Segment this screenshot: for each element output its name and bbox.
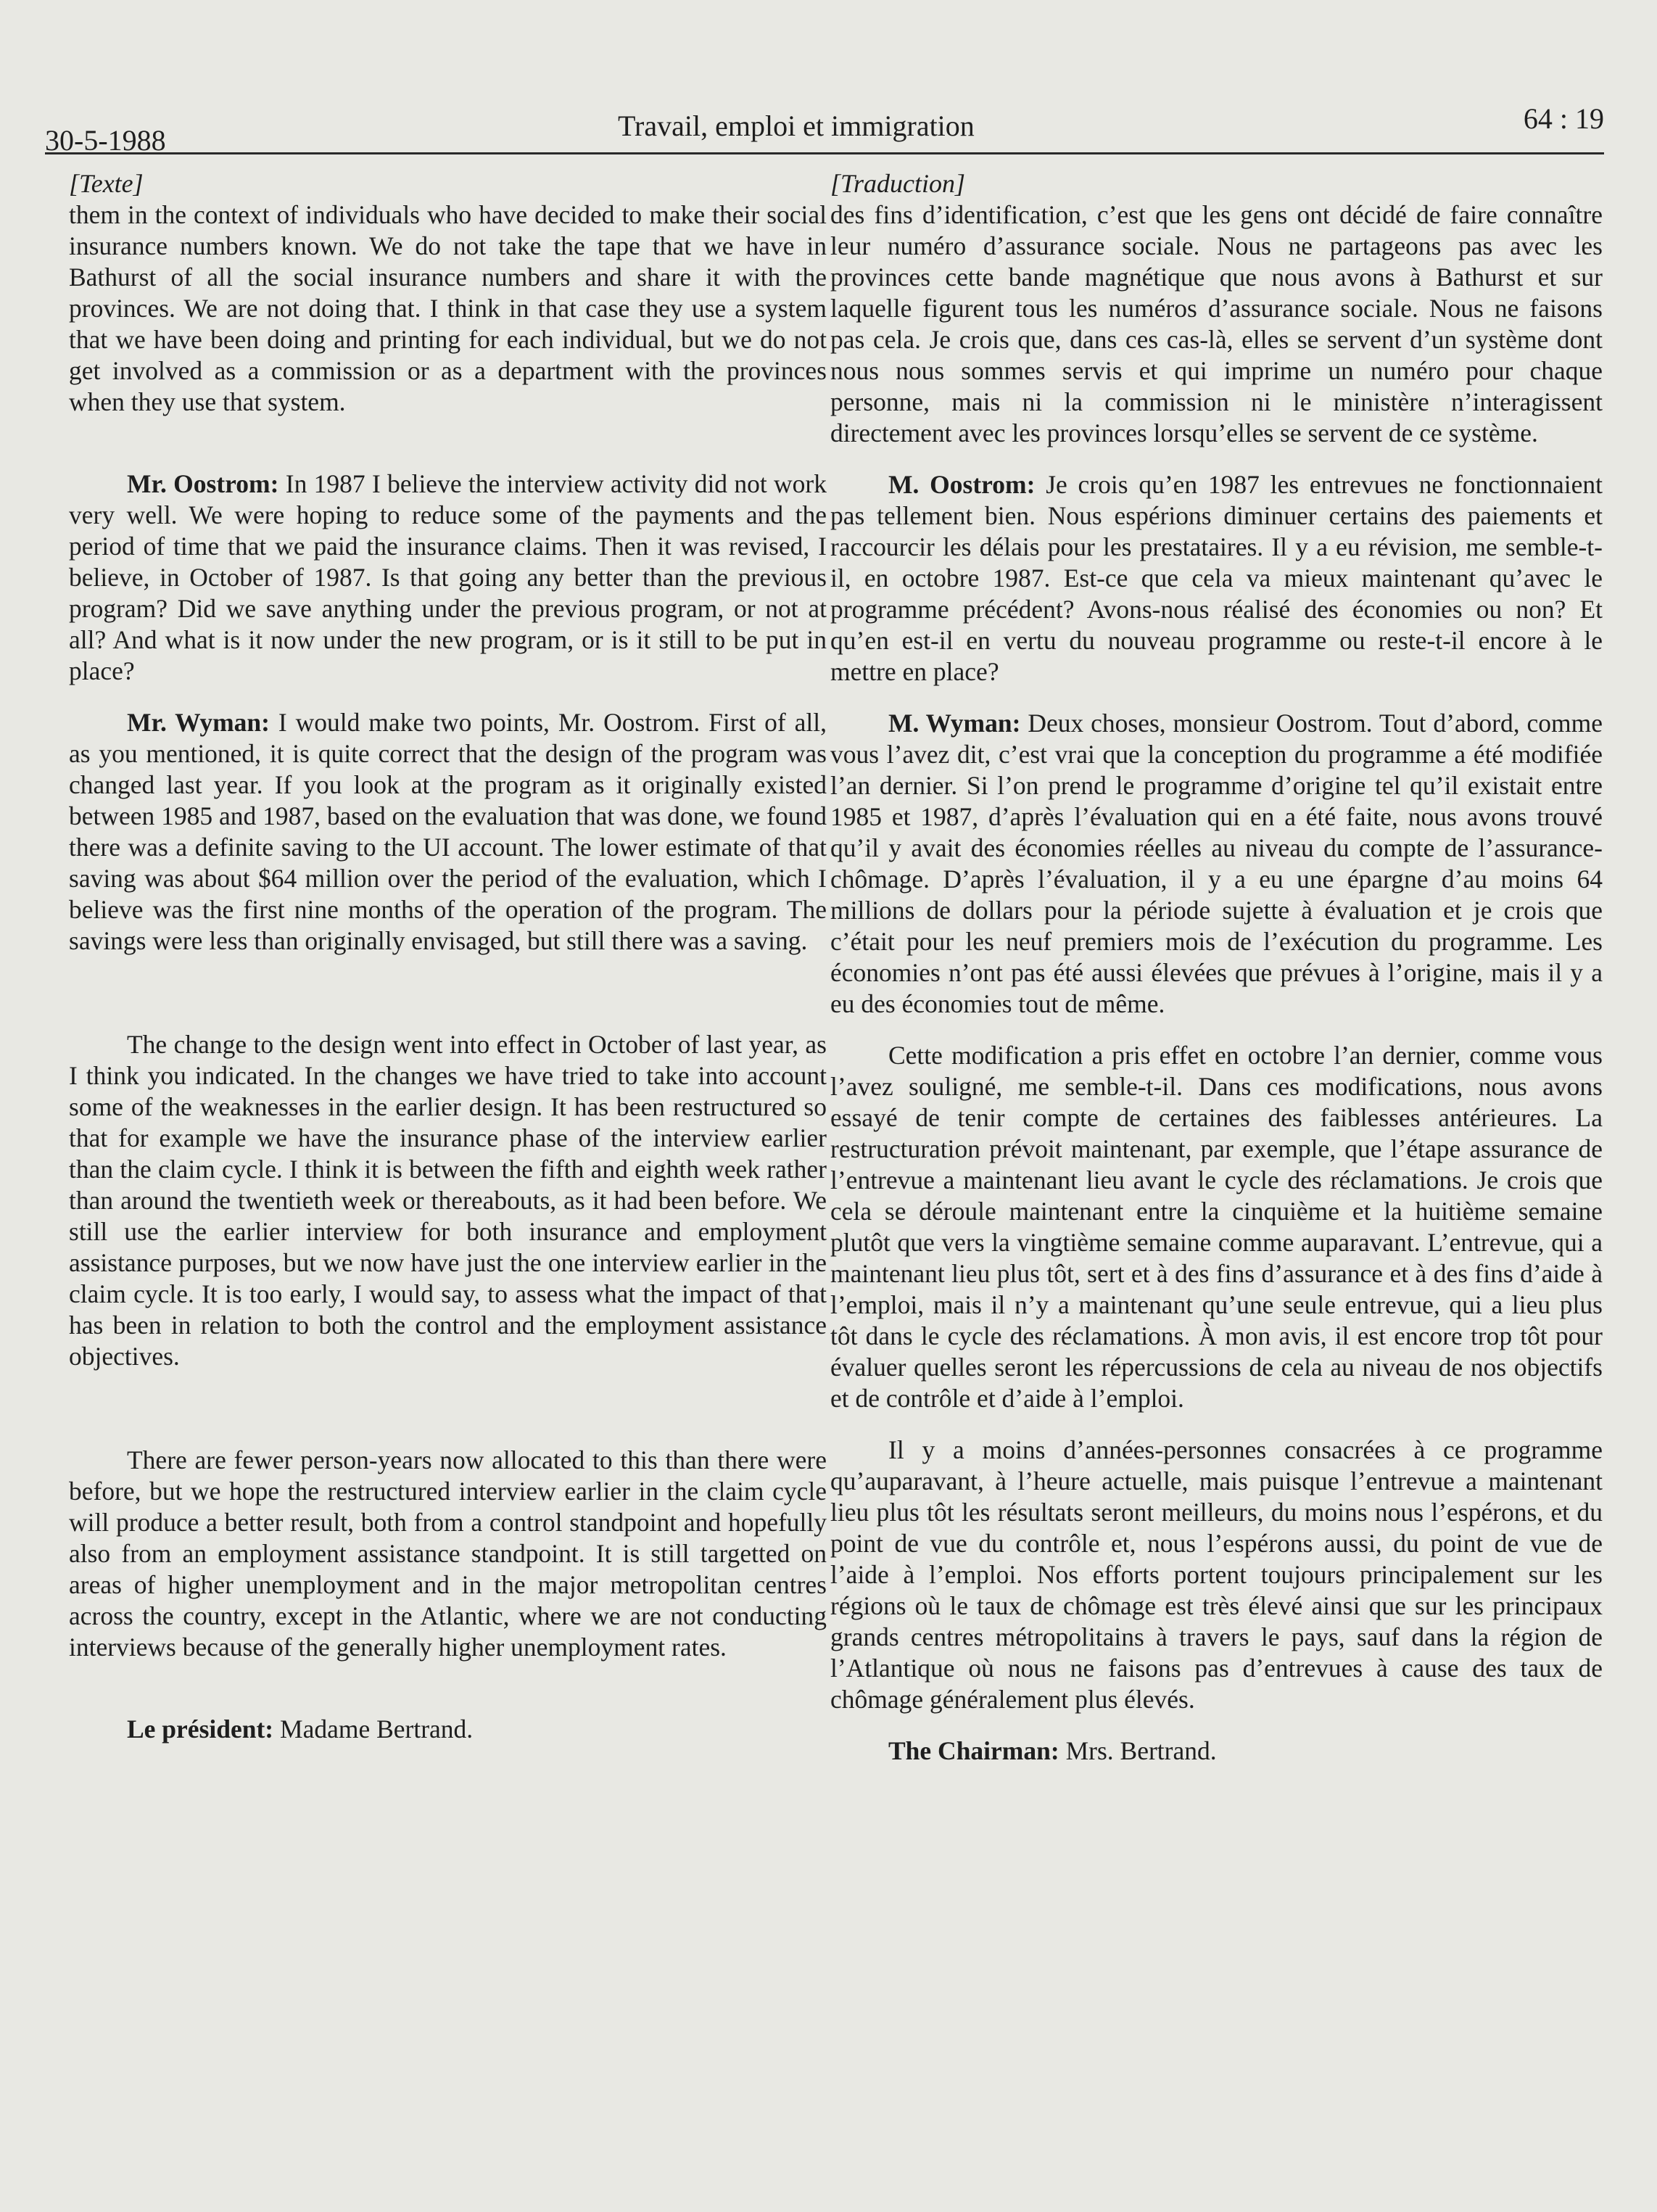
- speaker-name: Mr. Oostrom:: [127, 469, 279, 498]
- french-column: [830, 168, 1603, 1767]
- column-label: [Traduction]: [830, 169, 966, 198]
- paragraph: [830, 469, 1603, 688]
- header-date: 30-5-1988: [45, 124, 166, 157]
- paragraph: [830, 1736, 1603, 1767]
- paragraph: The change to the design went into effect in October of last year, as I think you indicated. In the changes we have tried to take into account some of the weaknesses in the earlier design. It has been restructured so that for example we have the insurance phase of the interview earlier than the claim cycle. I think it is between the fifth and eighth week rather than around the twentieth week or thereabouts, as it had been before. We still use the earlier interview for both insurance and employment assistance purposes, but we now have just the one interview earlier in the claim cycle. It is too early, I would say, to assess what the impact of that has been in relation to both the control and the employment assistance objectives.: [69, 1030, 827, 1371]
- english-column: [69, 168, 827, 1745]
- paragraph-text: I would make two points, Mr. Oostrom. First of all, as you mentioned, it is quite correct that the design of the program was changed last year. If you look at the program as it originally existed between 1985 and 1987, based on the evaluation that was done, we found there was a definite saving to the UI account. The lower estimate of that saving was about $64 million over the period of the evaluation, which I believe was the first nine months of the operation of the program. The savings were less than originally envisaged, but still there was a saving.: [69, 708, 827, 955]
- speaker-name: Le président:: [127, 1714, 274, 1743]
- paragraph-text: In 1987 I believe the interview activity did not work very well. We were hoping to reduce some of the payments and the period of time that we paid the insurance claims. Then it was revised, I believe, in October of 1987. Is that going any better than the previous program? Did we save anything under the previous program, or not at all? And what is it now under the new program, or is it still to be put in place?: [69, 469, 827, 685]
- header-title: Travail, emploi et immigration: [618, 110, 975, 142]
- paragraph: [69, 469, 827, 687]
- paragraph: There are fewer person-years now allocated to this than there were before, but we hope the restructured interview earlier in the claim cycle will produce a better result, both from a control standpoint and hopefully also from an employment assistance standpoint. It is still targetted on areas of higher unemployment and in the major metropolitan centres across the country, except in the Atlantic, where we are not conducting interviews because of the generally higher unemployment rates.: [69, 1445, 827, 1662]
- speaker-name: M. Oostrom:: [888, 470, 1036, 499]
- paragraph-text: Madame Bertrand.: [273, 1714, 474, 1743]
- paragraph: Cette modification a pris effet en octobre l’an dernier, comme vous l’avez souligné, me semble-t-il. Dans ces modifications, nous avons essayé de tenir compte de certaines des faiblesses antérieures. La restructuration prévoit maintenant, par exemple, que l’étape assurance de l’entrevue a maintenant lieu avant le cycle des réclamations. Je crois que cela se déroule maintenant entre la cinquième et la huitième semaine plutôt que vers la vingtième semaine comme auparavant. L’entrevue, qui a maintenant lieu plus tôt, sert et à des fins d’assurance et à des fins d’aide à l’emploi, mais il n’y a maintenant qu’une seule entrevue, qui a lieu plus tôt dans le cycle des réclamations. À mon avis, il est encore trop tôt pour évaluer quelles seront les répercussions de cela au niveau de nos objectifs et de contrôle et d’aide à l’emploi.: [830, 1041, 1603, 1413]
- paragraph: them in the context of individuals who have decided to make their social insurance numbers known. We do not take the tape that we have in Bathurst of all the social insurance numbers and share it with the provinces. We are not doing that. I think in that case they use a system that we have been doing and printing for each individual, but we do not get involved as a commission or as a department with the provinces when they use that system.: [69, 200, 827, 416]
- speaker-name: M. Wyman:: [888, 709, 1021, 738]
- header-page-number: 64 : 19: [1523, 102, 1604, 135]
- paragraph-text: Mrs. Bertrand.: [1059, 1736, 1217, 1765]
- page-header: [45, 102, 1604, 157]
- paragraph: des fins d’identification, c’est que les gens ont décidé de faire connaître leur numéro d’assurance sociale. Nous ne partageons pas avec les provinces cette bande magnétique que nous avons à Bathurst et sur laquelle figurent tous les numéros d’assurance sociale. Nous ne faisons pas cela. Je crois que, dans ces cas-là, elles se servent d’un système dont nous nous sommes servis et qui imprime un numéro pour chaque personne, mais ni la commission ni le ministère n’interagissent directement avec les provinces lorsqu’elles se servent de ce système.: [830, 200, 1603, 447]
- paragraph: [830, 708, 1603, 1020]
- paragraph-text: Je crois qu’en 1987 les entrevues ne fonctionnaient pas tellement bien. Nous espérions diminuer certains des paiements et raccourcir les délais pour les prestataires. Il y a eu révision, me semble-t-il, en octobre 1987. Est-ce que cela va mieux maintenant qu’avec le programme précédent? Avons-nous réalisé des économies ou non? Et qu’en est-il en vertu du nouveau programme ou reste-t-il encore à le mettre en place?: [830, 470, 1603, 686]
- speaker-name: Mr. Wyman:: [127, 708, 270, 737]
- paragraph: [69, 1714, 827, 1745]
- speaker-name: The Chairman:: [888, 1736, 1059, 1765]
- paragraph: [69, 707, 827, 957]
- paragraph: Il y a moins d’années-personnes consacrées à ce programme qu’auparavant, à l’heure actuelle, mais puisque l’entrevue a maintenant lieu plus tôt les résultats seront meilleurs, du moins nous l’espérons, et du point de vue du contrôle et, nous l’espérons aussi, du point de vue de l’aide à l’emploi. Nos efforts portent toujours principalement sur les régions où le taux de chômage est très élevé ainsi que sur les principaux grands centres métropolitains à travers le pays, sauf dans la région de l’Atlantique où nous ne faisons pas d’entrevues à cause des taux de chômage généralement plus élevés.: [830, 1435, 1603, 1714]
- column-label: [Texte]: [69, 169, 144, 198]
- paragraph-text: Deux choses, monsieur Oostrom. Tout d’abord, comme vous l’avez dit, c’est vrai que la conception du programme a été modifiée l’an dernier. Si l’on prend le programme d’origine tel qu’il existait entre 1985 et 1987, d’après l’évaluation qui en a été faite, nous avons trouvé qu’il y avait des économies réelles au niveau du compte de l’assurance-chômage. D’après l’évaluation, il y a eu une épargne d’au moins 64 millions de dollars pour la période sujette à évaluation et je crois que c’était pour les neuf premiers mois de l’exécution du programme. Les économies n’ont pas été aussi élevées que prévues à l’origine, mais il y a eu des économies tout de même.: [830, 709, 1603, 1018]
